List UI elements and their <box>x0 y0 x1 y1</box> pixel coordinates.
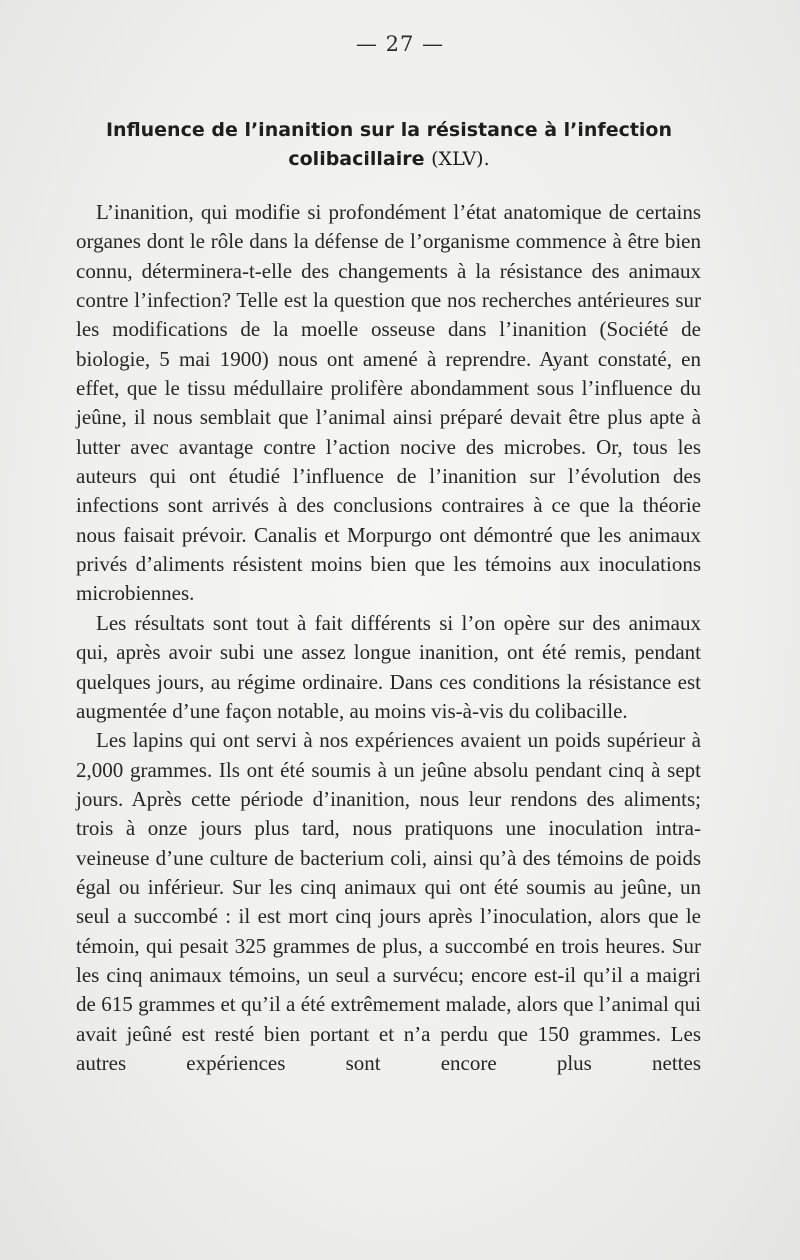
title-line-2 <box>74 145 704 174</box>
title-subject: colibacillaire <box>288 148 425 170</box>
title-reference: (XLV). <box>431 148 490 170</box>
page-number: — 27 — <box>355 32 445 56</box>
paragraph-3: Les lapins qui ont servi à nos expériences avaient un poids supérieur à 2,000 grammes. Ils ont été soumis à un jeûne absolu pendant cinq à sept jours. Après cette période d’inanition, nous leur rendons des aliments; trois à onze jours plus tard, nous pratiquons une inoculation intra-veineuse d’une culture de bacterium coli, ainsi qu’à des témoins de poids égal ou inférieur. Sur les cinq animaux qui ont été soumis au jeûne, un seul a succombé : il est mort cinq jours après l’inoculation, alors que le témoin, qui pesait 325 grammes de plus, a succombé en trois heures. Sur les cinq animaux témoins, un seul a survécu; encore est-il qu’il a maigri de 615 grammes et qu’il a été extrêmement malade, alors que l’animal qui avait jeûné est resté bien portant et n’a perdu que 150 grammes. Les autres expériences sont encore plus nettes <box>76 728 701 1075</box>
body-text <box>76 198 701 1078</box>
paragraph-2: Les résultats sont tout à fait différents si l’on opère sur des animaux qui, après avoir subi une assez longue inanition, ont été remis, pendant quelques jours, au régime ordinaire. Dans ces conditions la résistance est augmentée d’une façon notable, au moins vis-à-vis du colibacille. <box>76 610 701 723</box>
title-line-1: Influence de l’inanition sur la résistance à l’infection <box>105 119 673 141</box>
paragraph-1: L’inanition, qui modifie si profondément l’état anatomique de certains organes dont le rôle dans la défense de l’organisme commence à être bien connu, déterminera-t-elle des changements à la résistance des animaux contre l’infection? Telle est la question que nos recherches antérieures sur les modifications de la moelle osseuse dans l’inanition (Société de biologie, 5 mai 1900) nous ont amené à reprendre. Ayant constaté, en effet, que le tissu médullaire prolifère abondamment sous l’influence du jeûne, il nous semblait que l’animal ainsi préparé devait être plus apte à lutter avec avantage contre l’action nocive des microbes. Or, tous les auteurs qui ont étudié l’influence de l’inanition sur l’évolution des infections sont arrivés à des conclusions contraires à ce que la théorie nous faisait prévoir. Canalis et Morpurgo ont démontré que les animaux privés d’aliments résistent moins bien que les témoins aux inoculations microbiennes. <box>76 200 701 606</box>
section-title <box>74 116 704 174</box>
